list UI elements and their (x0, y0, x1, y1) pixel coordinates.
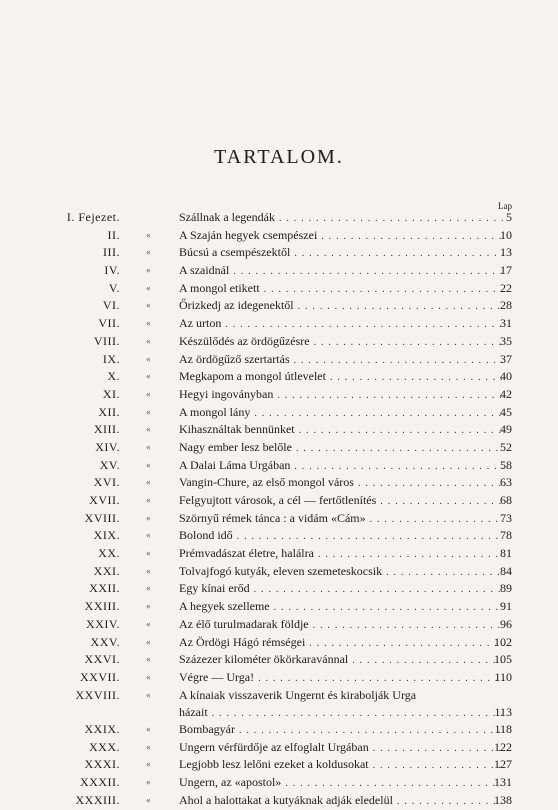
chapter-title: Legjobb lesz lelőni ezeket a koldusokat (179, 757, 369, 772)
page-number: 127 (494, 757, 512, 772)
toc-row (0, 474, 558, 492)
toc-row (0, 209, 558, 227)
chapter-title: Őrizkedj az idegenektől (179, 298, 294, 313)
chapter-title: Az élő turulmadarak földje (179, 616, 309, 631)
page-number: 105 (494, 652, 512, 667)
chapter-number: IV. (104, 263, 120, 278)
ditto-mark: « (146, 689, 151, 700)
leader-dots (352, 652, 504, 670)
chapter-title: A szaidnál (179, 263, 230, 278)
ditto-mark: « (146, 318, 151, 329)
chapter-title: Ahol a halottakat a kutyáknak adják eledelül (179, 792, 393, 807)
chapter-entry (179, 616, 508, 635)
toc-row (0, 580, 558, 598)
leader-dots (277, 387, 504, 405)
toc-row (0, 792, 558, 810)
ditto-mark: « (146, 723, 151, 734)
page-number: 68 (500, 493, 512, 507)
chapter-number: XIX. (93, 528, 120, 543)
chapter-number: III. (103, 245, 120, 260)
page-number: 131 (494, 775, 512, 790)
page-number: 52 (500, 439, 512, 454)
leader-dots (254, 581, 504, 599)
chapter-entry (179, 721, 508, 740)
leader-dots (294, 458, 504, 476)
page-number: 89 (500, 581, 512, 596)
chapter-entry (179, 598, 508, 617)
ditto-mark: « (146, 247, 151, 258)
chapter-title: A kínaiak visszaverik Ungernt és kirabolják Urga (179, 687, 417, 702)
toc-row (0, 527, 558, 545)
chapter-title: Felgyujtott városok, a cél — fertőtlenítés (179, 493, 377, 507)
page-number: 91 (500, 599, 512, 614)
leader-dots (212, 705, 504, 723)
leader-dots (370, 511, 504, 529)
chapter-entry (179, 333, 508, 352)
chapter-number: XXIII. (84, 599, 120, 614)
chapter-entry (179, 474, 508, 493)
leader-dots (298, 298, 504, 316)
toc-row (0, 227, 558, 245)
page-number: 58 (500, 457, 512, 472)
toc-row (0, 721, 558, 739)
ditto-mark: « (146, 530, 151, 541)
chapter-number: XI. (102, 386, 120, 401)
chapter-number: XII. (98, 404, 120, 419)
chapter-entry (179, 386, 508, 405)
chapter-entry (179, 492, 508, 511)
chapter-entry (179, 244, 508, 263)
chapter-entry (179, 545, 508, 564)
ditto-mark: « (146, 618, 151, 629)
page-column-header: Lap (498, 201, 512, 211)
chapter-number: XVIII. (84, 510, 120, 525)
chapter-title: Prémvadászat életre, halálra (179, 546, 314, 561)
chapter-number: XXXI. (84, 757, 120, 772)
leader-dots (279, 210, 504, 228)
ditto-mark: « (146, 424, 151, 435)
toc-row (0, 756, 558, 774)
chapter-number: II. (107, 227, 120, 242)
leader-dots (299, 422, 504, 440)
toc-row (0, 669, 558, 687)
toc-row (0, 244, 558, 262)
chapter-entry (179, 510, 508, 529)
leader-dots (254, 405, 504, 423)
chapter-number: XXVIII. (75, 687, 120, 702)
chapter-entry (179, 580, 508, 599)
chapter-entry-continuation (179, 704, 508, 723)
page-number: 118 (494, 721, 512, 736)
chapter-number: X. (107, 369, 120, 384)
chapter-entry (179, 756, 508, 775)
toc-row (0, 510, 558, 528)
page-title: TARTALOM. (214, 146, 344, 168)
ditto-mark: « (146, 265, 151, 276)
ditto-mark: « (146, 741, 151, 752)
toc-row (0, 739, 558, 757)
chapter-entry (179, 227, 508, 246)
toc-row (0, 634, 558, 652)
chapter-title: Kihasználtak bennünket (179, 422, 295, 437)
chapter-title: Egy kínai erőd (179, 581, 250, 596)
toc-row (0, 774, 558, 792)
chapter-entry (179, 687, 508, 705)
leader-dots (358, 475, 504, 493)
page-number: 45 (500, 404, 512, 419)
chapter-entry (179, 774, 508, 793)
ditto-mark: « (146, 459, 151, 470)
page-number: 35 (500, 333, 512, 348)
ditto-mark: « (146, 371, 151, 382)
page-number: 84 (500, 563, 512, 578)
ditto-mark: « (146, 583, 151, 594)
leader-dots (309, 635, 504, 653)
chapter-number: V. (108, 280, 120, 295)
page-number: 13 (500, 245, 512, 260)
ditto-mark: « (146, 406, 151, 417)
leader-dots (233, 263, 504, 281)
page-number: 73 (500, 510, 512, 525)
chapter-title: Nagy ember lesz belőle (179, 439, 292, 454)
chapter-number: VIII. (93, 333, 120, 348)
chapter-number: XV. (99, 457, 120, 472)
chapter-title: A mongol lány (179, 404, 251, 419)
ditto-mark: « (146, 777, 151, 788)
chapter-number: XXVII. (80, 669, 120, 684)
page-number: 63 (500, 475, 512, 490)
leader-dots (386, 564, 504, 582)
leader-dots (294, 352, 504, 370)
leader-dots (373, 757, 504, 775)
chapter-title: Bombagyár (179, 721, 235, 736)
page-number: 96 (500, 616, 512, 631)
chapter-number: XXV. (90, 634, 120, 649)
chapter-entry (179, 651, 508, 670)
chapter-title: Százezer kilométer ökörkaravánnal (179, 652, 349, 667)
toc-row (0, 563, 558, 581)
toc-row (0, 492, 558, 510)
leader-dots (274, 599, 504, 617)
toc-row (0, 457, 558, 475)
ditto-mark: « (146, 353, 151, 364)
chapter-entry (179, 404, 508, 423)
leader-dots (380, 493, 504, 511)
ditto-mark: « (146, 636, 151, 647)
chapter-number: VI. (102, 298, 120, 313)
chapter-number: I. Fejezet. (66, 210, 120, 224)
ditto-mark: « (146, 794, 151, 805)
chapter-title: Szállnak a legendák (179, 210, 275, 224)
toc-row (0, 280, 558, 298)
chapter-entry (179, 457, 508, 476)
toc-row (0, 616, 558, 634)
chapter-entry (179, 421, 508, 440)
page-number: 17 (500, 263, 512, 278)
page-number: 81 (500, 546, 512, 561)
page-number: 113 (494, 704, 512, 719)
page-number: 10 (500, 227, 512, 242)
ditto-mark: « (146, 495, 151, 505)
ditto-mark: « (146, 548, 151, 559)
chapter-number: XX. (98, 546, 120, 561)
chapter-title-continuation: házait (179, 704, 208, 719)
page-number: 110 (494, 669, 512, 684)
page-number: 122 (494, 739, 512, 754)
leader-dots (330, 369, 504, 387)
toc-row (0, 421, 558, 439)
ditto-mark: « (146, 601, 151, 612)
ditto-mark: « (146, 388, 151, 399)
ditto-mark: « (146, 282, 151, 293)
chapter-title: Vangin-Chure, az első mongol város (179, 475, 354, 490)
toc-row (0, 386, 558, 404)
ditto-mark: « (146, 300, 151, 311)
leader-dots (237, 528, 504, 546)
chapter-title: A Dalai Láma Urgában (179, 457, 291, 472)
ditto-mark: « (146, 565, 151, 576)
chapter-title: Búcsú a csempészektől (179, 245, 291, 260)
ditto-mark: « (146, 654, 151, 665)
toc-row (0, 297, 558, 315)
leader-dots (264, 281, 504, 299)
leader-dots (314, 334, 504, 352)
toc-row (0, 687, 558, 721)
chapter-entry (179, 368, 508, 387)
ditto-mark: « (146, 477, 151, 488)
chapter-entry (179, 297, 508, 316)
ditto-mark: « (146, 229, 151, 240)
chapter-title: Ungern vérfürdője az elfoglalt Urgában (179, 739, 369, 754)
toc-row (0, 439, 558, 457)
ditto-mark: « (146, 335, 151, 346)
leader-dots (239, 722, 504, 740)
chapter-number: XVII. (89, 493, 120, 507)
chapter-title: Szörnyű rémek tánca : a vidám «Cám» (179, 510, 366, 525)
ditto-mark: « (146, 512, 151, 523)
chapter-number: XXXII. (80, 775, 120, 790)
toc-row (0, 545, 558, 563)
leader-dots (318, 546, 504, 564)
toc-row (0, 598, 558, 616)
leader-dots (313, 617, 504, 635)
toc-row (0, 262, 558, 280)
toc-row (0, 651, 558, 669)
toc-row (0, 368, 558, 386)
page-number: 28 (500, 298, 512, 313)
ditto-mark: « (146, 759, 151, 770)
chapter-entry (179, 315, 508, 334)
chapter-title: Megkapom a mongol útlevelet (179, 369, 326, 384)
chapter-number: XXIV. (86, 616, 120, 631)
chapter-entry (179, 262, 508, 281)
page-number: 138 (494, 792, 512, 807)
page-number: 37 (500, 351, 512, 366)
leader-dots (321, 228, 504, 246)
chapter-number: XXVI. (84, 652, 120, 667)
toc-row (0, 351, 558, 369)
chapter-title: Bolond idő (179, 528, 233, 543)
leader-dots (397, 793, 504, 810)
chapter-title: Hegyi ingoványban (179, 386, 274, 401)
page-number: 42 (500, 386, 512, 401)
chapter-number: XXIX. (84, 721, 120, 736)
chapter-entry (179, 792, 508, 810)
chapter-title: Ungern, az «apostol» (179, 775, 282, 790)
page-number: 78 (500, 528, 512, 543)
leader-dots (225, 316, 504, 334)
chapter-entry (179, 634, 508, 653)
toc-row (0, 315, 558, 333)
chapter-number: XIV. (95, 439, 120, 454)
chapter-title: Tolvajfogó kutyák, eleven szemeteskocsik (179, 563, 383, 578)
page-number: 5 (506, 210, 512, 224)
page-number: 22 (500, 280, 512, 295)
leader-dots (373, 740, 504, 758)
page-number: 102 (494, 634, 512, 649)
page-number: 40 (500, 369, 512, 384)
chapter-title: Végre — Urga! (179, 669, 255, 684)
page-number: 49 (500, 422, 512, 437)
leader-dots (285, 775, 504, 793)
leader-dots (258, 670, 504, 688)
chapter-entry (179, 563, 508, 582)
table-of-contents (0, 209, 558, 809)
chapter-title: A mongol etikett (179, 280, 260, 295)
chapter-title: Készülődés az ördögűzésre (179, 333, 310, 348)
chapter-title: A Szaján hegyek csempészei (179, 227, 318, 242)
ditto-mark: « (146, 671, 151, 682)
chapter-entry (179, 351, 508, 370)
chapter-number: XVI. (93, 475, 120, 490)
chapter-number: XXX. (89, 739, 120, 754)
toc-row (0, 333, 558, 351)
chapter-number: XIII. (93, 422, 120, 437)
chapter-title: A hegyek szelleme (179, 599, 270, 614)
chapter-number: IX. (102, 351, 120, 366)
chapter-number: XXXIII. (75, 792, 120, 807)
chapter-entry (179, 280, 508, 299)
leader-dots (294, 245, 504, 263)
chapter-number: XXI. (93, 563, 120, 578)
chapter-title: Az ördögűző szertartás (179, 351, 290, 366)
chapter-entry (179, 439, 508, 458)
chapter-number: VII. (98, 316, 120, 331)
chapter-title: Az urton (179, 316, 222, 331)
ditto-mark: « (146, 441, 151, 452)
chapter-title: Az Ördögi Hágó rémségei (179, 634, 306, 649)
chapter-entry (179, 209, 508, 228)
leader-dots (296, 440, 504, 458)
chapter-number: XXII. (89, 581, 120, 596)
chapter-entry (179, 669, 508, 688)
page-number: 31 (500, 316, 512, 331)
chapter-entry (179, 739, 508, 758)
chapter-entry (179, 527, 508, 546)
toc-row (0, 404, 558, 422)
